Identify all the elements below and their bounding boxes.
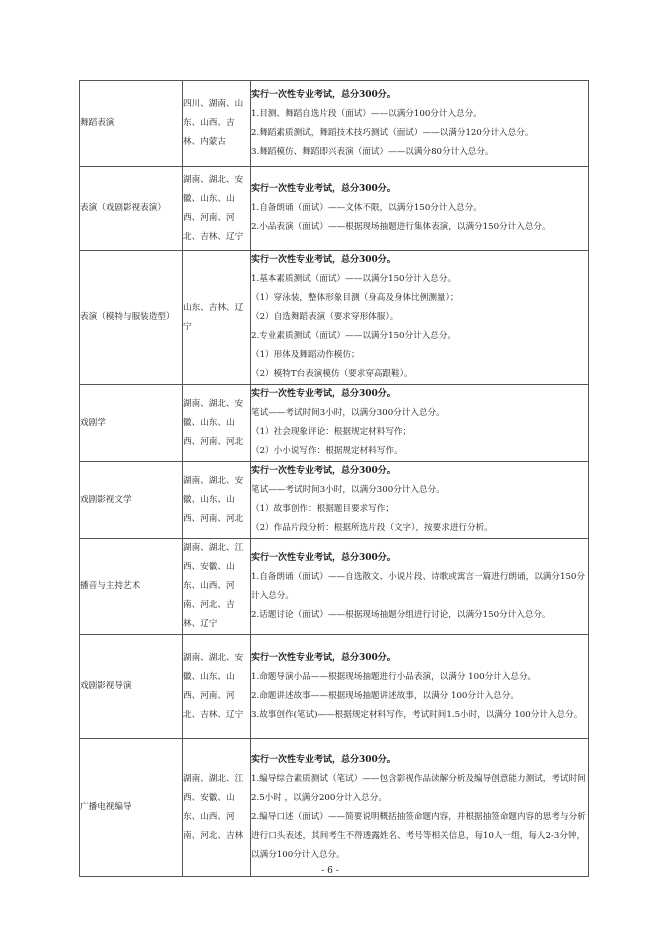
requirement-item: 1.编导综合素质测试（笔试）——包含影视作品读解分析及编导创意能力测试，考试时间2.5小时 ，以满分200分计入总分。 (251, 773, 586, 803)
exam-summary: 实行一次性专业考试，总分300分。 (251, 184, 396, 194)
requirement-item: （1）社会现象评论：根据规定材料写作； (251, 427, 412, 437)
requirements-cell (251, 462, 589, 539)
requirement-item: 2.舞蹈素质测试，舞蹈技术技巧测试（面试）——以满分120分计入总分。 (251, 127, 534, 138)
regions-cell: 山东、吉林、辽宁 (183, 251, 251, 385)
major-cell: 表演（模特与服装造型） (80, 251, 183, 385)
requirement-item: 3.故事创作(笔试)——根据规定材料写作，考试时间1.5小时，以满分 100分计入总分。 (251, 709, 583, 720)
requirement-item: 1.命题导演小品——根据现场抽题进行小品表演，以满分 100分计入总分。 (251, 671, 537, 682)
exam-summary: 实行一次性专业考试，总分300分。 (251, 466, 396, 476)
requirements-cell (251, 251, 589, 385)
requirement-item: 1.自备朗诵（面试）——文体不限，以满分150分计入总分。 (251, 203, 482, 213)
major-cell: 戏剧影视导演 (80, 635, 183, 739)
major-cell: 舞蹈表演 (80, 81, 183, 167)
requirement-item: （1）故事创作：根据题目要求写作； (251, 504, 394, 514)
requirements-cell (251, 81, 589, 167)
requirements-cell (251, 635, 589, 739)
requirement-item: （2）小小说写作：根据规定材料写作。 (251, 446, 403, 456)
major-cell: 戏剧学 (80, 385, 183, 462)
table-body (80, 81, 589, 877)
exam-summary: 实行一次性专业考试，总分300分。 (251, 255, 396, 265)
exam-summary: 实行一次性专业考试，总分300分。 (251, 652, 396, 663)
requirement-item: 3.舞蹈模仿、舞蹈即兴表演（面试）——以满分80分计入总分。 (251, 146, 494, 157)
requirement-item: 2.编导口述（面试）——简要说明概括抽签命题内容，并根据抽签命题内容的思考与分析进行口头表述，其间考生不得透露姓名、考号等相关信息，每10人一组，每人2-3分钟，以满分100分计入总分。 (251, 811, 586, 860)
regions-cell: 湖南、湖北、安徽、山东、山西、河南、河北、吉林、辽宁 (183, 167, 251, 251)
regions-cell: 湖南、湖北、安徽、山东、山西、河南、河北、吉林、辽宁 (183, 635, 251, 739)
requirement-item: 1.自备朗诵（面试）——自选散文、小说片段、诗歌或寓言一篇进行朗诵，以满分150分计入总分。 (251, 571, 585, 601)
requirement-item: （1）形体及舞蹈动作模仿； (251, 350, 360, 360)
requirement-item: （2）自选舞蹈表演（要求穿形体服）。 (251, 312, 399, 322)
requirement-item: 笔试——考试时间3小时，以满分300分计入总分。 (251, 485, 445, 495)
regions-cell: 湖南、湖北、安徽、山东、山西、河南、河北 (183, 385, 251, 462)
major-cell: 表演（戏剧影视表演） (80, 167, 183, 251)
requirement-item: （1）穿泳装，整体形象目测（身高及身体比例测量）； (251, 293, 459, 303)
requirement-item: 笔试——考试时间3小时，以满分300分计入总分。 (251, 408, 445, 418)
exam-summary: 实行一次性专业考试，总分300分。 (251, 754, 396, 765)
regions-cell: 湖南、湖北、江西、安徽、山东、山西、河南、河北、吉林、辽宁 (183, 539, 251, 635)
major-cell: 播音与主持艺术 (80, 539, 183, 635)
table-row (80, 385, 589, 462)
table-row (80, 739, 589, 877)
table-row (80, 635, 589, 739)
exam-summary: 实行一次性专业考试，总分300分。 (251, 552, 396, 563)
requirements-cell (251, 167, 589, 251)
table-row (80, 539, 589, 635)
requirement-item: （2）模特T台表演模仿（要求穿高跟鞋）。 (251, 369, 413, 379)
regions-cell: 湖南、湖北、江西、安徽、山东、山西、河南、河北、吉林 (183, 739, 251, 877)
exam-summary: 实行一次性专业考试，总分300分。 (251, 89, 396, 100)
requirements-cell (251, 385, 589, 462)
requirement-item: 1.目测、舞蹈自选片段（面试）——以满分100分计入总分。 (251, 108, 482, 119)
major-cell: 广播电视编导 (80, 739, 183, 877)
regions-cell: 四川、湖南、山东、山西、吉林、内蒙古 (183, 81, 251, 167)
requirements-cell (251, 739, 589, 877)
requirement-item: （2）作品片段分析：根据所选片段（文字），按要求进行分析。 (251, 523, 493, 533)
requirement-item: 1.基本素质测试（面试）——以满分150分计入总分。 (251, 274, 457, 284)
page-number: - 6 - (321, 866, 339, 876)
table-row (80, 251, 589, 385)
exam-requirements-table (79, 80, 589, 877)
regions-cell: 湖南、湖北、安徽、山东、山西、河南、河北 (183, 462, 251, 539)
table-row (80, 167, 589, 251)
exam-summary: 实行一次性专业考试，总分300分。 (251, 389, 396, 399)
requirement-item: 2.话题讨论（面试）——根据现场抽题分组进行讨论，以满分150分计入总分。 (251, 609, 551, 620)
requirement-item: 2.命题讲述故事——根据现场抽题讲述故事，以满分 100分计入总分。 (251, 690, 519, 701)
table-row (80, 81, 589, 167)
requirements-cell (251, 539, 589, 635)
requirement-item: 2.小品表演（面试）——根据现场抽题进行集体表演，以满分150分计入总分。 (251, 222, 551, 232)
table-row (80, 462, 589, 539)
major-cell: 戏剧影视文学 (80, 462, 183, 539)
requirement-item: 2.专业素质测试（面试）——以满分150分计入总分。 (251, 331, 457, 341)
